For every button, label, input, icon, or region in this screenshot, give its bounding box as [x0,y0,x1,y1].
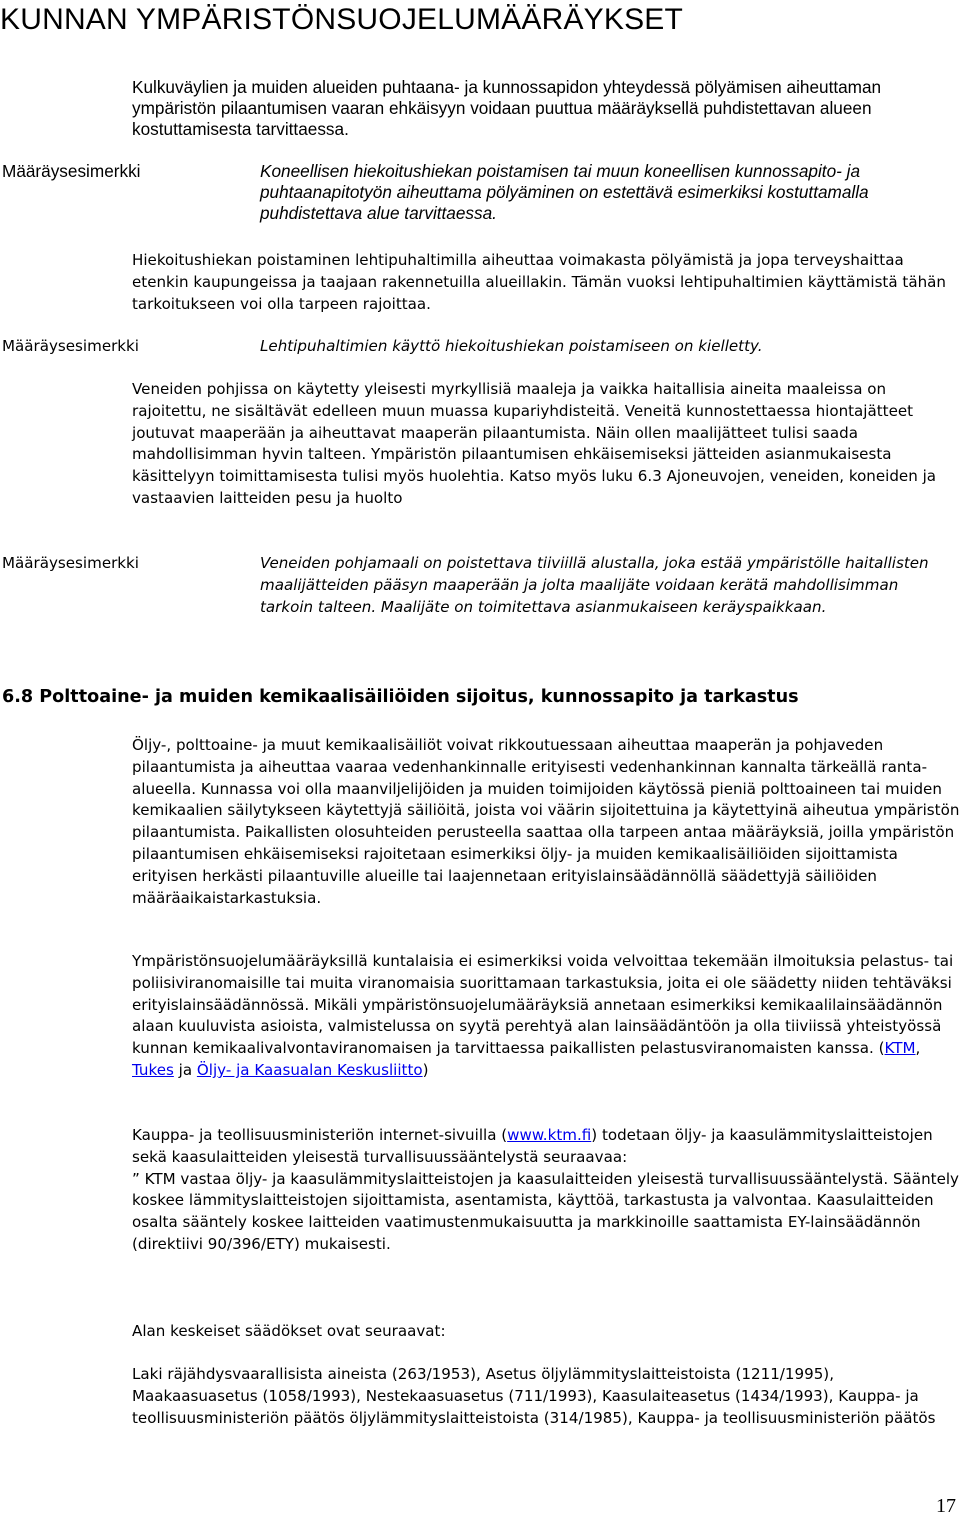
separator-text: ja [173,1060,197,1079]
example-text: Veneiden pohjamaali on poistettava tiiviillä alustalla, joka estää ympäristölle haitallisten maalijätteiden pääsyn maaperään ja jolta maalijäte voidaan kerätä mahdollisimman tarkoin talteen. Maalijäte on toimitettava asianmukaiseen keräyspaikkaan. [260,554,929,616]
quote-text: ” KTM vastaa öljy- ja kaasulämmityslaitteistojen ja kaasulaitteiden yleisestä turvallisuussääntelystä. Sääntely koskee lämmityslaitteistojen sijoittamista, asentamista, käyttöä, tarkastusta ja valvontaa. Kaasulaitteiden osalta sääntely koskee laitteiden vaatimustenmukaisuutta ja markkinoille saattamista EY-lainsäädännön (direktiivi 90/396/ETY) mukaisesti. [132,1169,959,1253]
paragraph-text: ) todetaan öljy- ja kaasulämmityslaitteistojen sekä kaasulaitteiden yleisestä turvallisuussääntelystä seuraavaa: [132,1126,933,1166]
section-heading: 6.8 Polttoaine- ja muiden kemikaalisäiliöiden sijoitus, kunnossapito ja tarkastus [2,687,799,707]
body-paragraph: Laki räjähdysvaarallisista aineista (263/1953), Asetus öljylämmityslaitteistoista (1211/1995), Maakaasuasetus (1058/1993), Nestekaasuasetus (711/1993), Kaasulaiteasetus (1434/1993), Kauppa- ja teollisuusministeriön päätös öljylämmityslaitteistoista (314/1985), Kauppa- ja teollisuusministeriön päätös [132,1365,936,1427]
paragraph-text: Kauppa- ja teollisuusministeriön internet-sivuilla ( [132,1126,508,1144]
ktm-link[interactable]: KTM [884,1039,916,1058]
separator-text: , [915,1039,921,1058]
body-paragraph: Öljy-, polttoaine- ja muut kemikaalisäiliöt voivat rikkoutuessaan aiheuttaa maaperän ja pohjaveden pilaantumista ja aiheuttaa vaaraa vedenhankinnalle erityisesti vedenhankinnan kannalta tärkeällä ranta-alueella. Kunnassa voi olla maanviljelijöiden ja muiden toimijoiden käytössä pieniä polttoaineen tai muiden kemikaalien säilytykseen käytettyjä säiliöitä, joista voi väärin sijoitettuina ja käytettyinä aiheutua ympäristön pilaantumista. Paikallisten olosuhteiden perusteella saattaa olla tarpeen antaa määräyksiä, joilla ympäristön pilaantumisen ehkäisemiseksi rajoitetaan esimerkiksi öljy- ja muiden kemikaalisäiliöiden sijoittamista erityisen herkästi pilaantuville alueille tai laajennetaan erityislainsäädännöllä säädettyjä säiliöiden määräaikaistarkastuksia. [132,736,960,907]
body-paragraph [132,1125,960,1256]
oljy-ja-kaasualan-keskusliitto-link[interactable]: Öljy- ja Kaasualan Keskusliitto [196,1060,423,1079]
tukes-link[interactable]: Tukes [132,1060,174,1079]
body-paragraph: Hiekoitushiekan poistaminen lehtipuhaltimilla aiheuttaa voimakasta pölyämistä ja jopa terveyshaittaa etenkin kaupungeissa ja taajaan rakennetuilla alueillakin. Tämän vuoksi lehtipuhaltimien käyttämistä tähän tarkoitukseen voi olla tarpeen rajoittaa. [132,251,946,313]
paragraph-text: Ympäristönsuojelumääräyksillä kuntalaisia ei esimerkiksi voida velvoittaa tekemään ilmoituksia pelastus- tai poliisiviranomaisille tai muita viranomaisia suorittamaan tarkastuksia, joita ei ole säädetty niiden tehtäväksi erityislainsäädännössä. Mikäli ympäristönsuojelumääräyksiä annetaan esimerkiksi kemikaalilainsäädännön alaan kuuluvista asioista, valmistelussa on syytä perehtyä alan lainsäädäntöön ja olla tiiviissä yhteistyössä kunnan kemikaalivalvontaviranomaisen ja tarvittaessa paikallisten pelastusviranomaisten kanssa. ( [132,952,954,1058]
closing-paren: ) [422,1060,429,1079]
example-label: Määräysesimerkki [2,337,139,355]
page-number: 17 [936,1495,956,1517]
example-label: Määräysesimerkki [2,554,139,572]
intro-paragraph: Kulkuväylien ja muiden alueiden puhtaana- ja kunnossapidon yhteydessä pölyämisen aiheuttaman ympäristön pilaantumisen vaaran ehkäisyyn voidaan puuttua määräyksellä puhdistettavan alueen kostuttamisesta tarvittaessa. [132,77,882,139]
ktm-website-link[interactable]: www.ktm.fi [507,1126,592,1144]
example-text: Koneellisen hiekoitushiekan poistamisen tai muun koneellisen kunnossapito- ja puhtaanapitotyön aiheuttama pölyäminen on estettävä esimerkiksi kostuttamalla puhdistettava alue tarvittaessa. [260,161,869,223]
body-paragraph: Veneiden pohjissa on käytetty yleisesti myrkyllisiä maaleja ja vaikka haitallisia aineita maaleissa on rajoitettu, ne sisältävät edelleen muun muassa kupariyhdisteitä. Veneitä kunnostettaessa hiontajätteet joutuvat maaperään ja aiheuttavat maaperän pilaantumista. Näin ollen maalijätteet tulisi saada mahdollisimman hyvin talteen. Ympäristön pilaantumisen ehkäisemiseksi jätteiden asianmukaisesta käsittelyyn toimittamisesta tulisi myös huolehtia. Katso myös luku 6.3 Ajoneuvojen, veneiden, koneiden ja vastaavien laitteiden pesu ja huolto [132,380,937,507]
body-paragraph [132,951,960,1082]
body-paragraph: Alan keskeiset säädökset ovat seuraavat: [132,1322,446,1340]
example-text: Lehtipuhaltimien käyttö hiekoitushiekan poistamiseen on kielletty. [260,337,763,355]
page-title: KUNNAN YMPÄRISTÖNSUOJELUMÄÄRÄYKSET [0,3,684,36]
example-label: Määräysesimerkki [2,161,141,181]
